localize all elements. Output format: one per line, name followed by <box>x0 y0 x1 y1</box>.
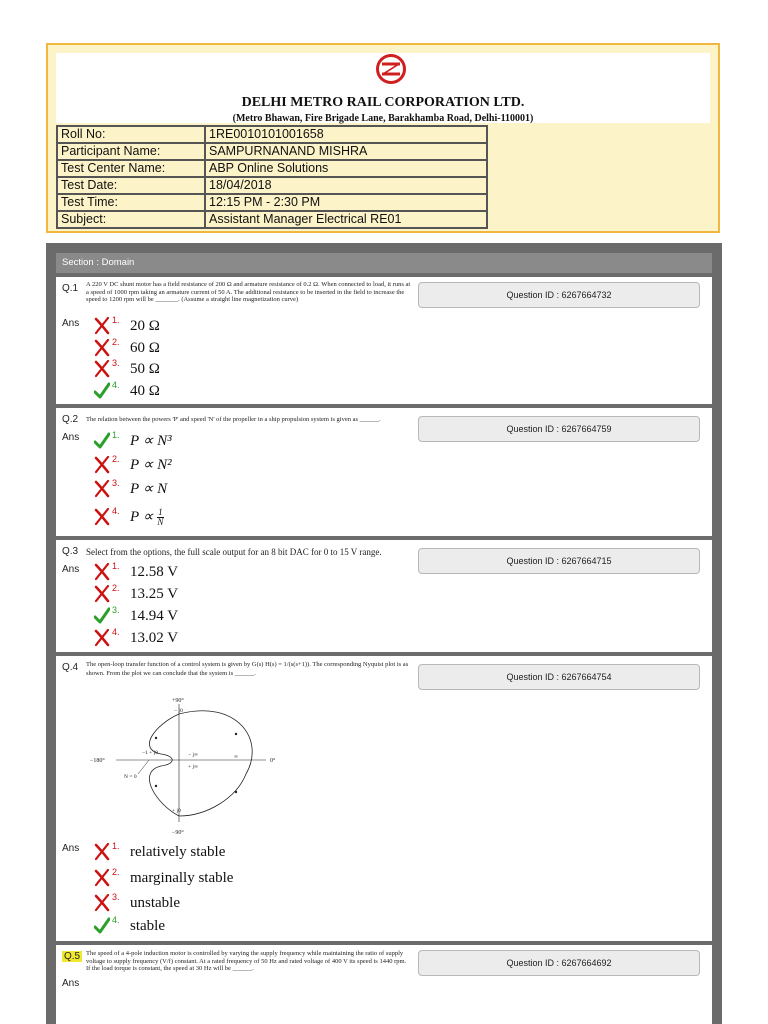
info-value: ABP Online Solutions <box>205 160 487 177</box>
fig-label-plus-jinf: + j∞ <box>188 764 198 770</box>
info-label: Roll No: <box>57 126 205 143</box>
question-text: The speed of a 4-pole induction motor is controlled by varying the supply frequency while maintaining the ratio of supply voltage to supply frequency (V/f) constant. At a rated frequency of 50 Hz and rated voltage of 400 V its speed is 1440 rpm. If the load torque is constant, the speed at 30 Hz will be ______. <box>86 950 407 972</box>
wrong-cross-icon <box>94 339 110 357</box>
info-value: 18/04/2018 <box>205 177 487 194</box>
info-label: Test Date: <box>57 177 205 194</box>
fig-label-right: 0° <box>270 758 276 764</box>
option-text: 14.94 V <box>130 608 179 624</box>
wrong-cross-icon <box>94 317 110 335</box>
fig-label-n: N = 0 <box>124 774 137 780</box>
info-row <box>57 126 487 143</box>
ans-label: Ans <box>62 432 80 443</box>
option-text: P ∝ N² <box>130 457 172 473</box>
ans-label: Ans <box>62 564 80 575</box>
wrong-cross-icon <box>94 360 110 378</box>
candidate-info-table <box>56 125 488 229</box>
fig-label-left: −180° <box>90 758 105 764</box>
dmrc-logo-icon <box>375 53 407 85</box>
option-text: 40 Ω <box>130 383 160 399</box>
option-number: 2. <box>112 454 120 464</box>
option-text: 12.58 V <box>130 564 179 580</box>
info-value: 1RE0010101001658 <box>205 126 487 143</box>
question-id: Question ID : 6267664692 <box>418 950 700 976</box>
question-number: Q.1 <box>62 283 79 294</box>
option-number: 4. <box>112 915 120 925</box>
fig-label-point: −1 + j0 <box>142 750 158 756</box>
correct-check-icon <box>94 432 110 450</box>
info-label: Test Time: <box>57 194 205 211</box>
section-title: Section : Domain <box>56 253 712 273</box>
info-row <box>57 211 487 228</box>
ans-label: Ans <box>62 843 80 854</box>
question-id: Question ID : 6267664754 <box>418 664 700 690</box>
option-number: 4. <box>112 506 120 516</box>
option-text: 60 Ω <box>130 340 160 356</box>
option-text: P ∝ N <box>130 481 168 497</box>
option-number: 2. <box>112 867 120 877</box>
question-number: Q.4 <box>62 662 79 673</box>
nyquist-plot-figure <box>86 694 396 839</box>
option-number: 1. <box>112 561 120 571</box>
question-card-2 <box>56 408 712 536</box>
info-row <box>57 177 487 194</box>
question-number: Q.2 <box>62 414 79 425</box>
option-number: 3. <box>112 478 120 488</box>
wrong-cross-icon <box>94 480 110 498</box>
correct-check-icon <box>94 607 110 625</box>
option-text: marginally stable <box>130 870 234 886</box>
option-text: unstable <box>130 895 180 911</box>
option-text: 13.25 V <box>130 586 179 602</box>
question-number: Q.3 <box>62 546 79 557</box>
ans-label: Ans <box>62 318 80 329</box>
fig-label-top: +90° <box>172 698 184 704</box>
question-card-1 <box>56 277 712 404</box>
header-banner <box>56 53 710 123</box>
fig-label-inf: ∞ <box>234 754 238 760</box>
fig-label-j0-bottom: + j0 <box>172 808 181 814</box>
option-number: 3. <box>112 892 120 902</box>
question-id: Question ID : 6267664732 <box>418 282 700 308</box>
wrong-cross-icon <box>94 843 110 861</box>
org-address: (Metro Bhawan, Fire Brigade Lane, Barakhamba Road, Delhi-110001) <box>232 113 534 124</box>
info-label: Test Center Name: <box>57 160 205 177</box>
fig-label-bottom: −90° <box>172 830 184 836</box>
option-text: P ∝ N³ <box>130 433 172 449</box>
info-value: SAMPURNANAND MISHRA <box>205 143 487 160</box>
option-number: 2. <box>112 583 120 593</box>
wrong-cross-icon <box>94 456 110 474</box>
org-name: DELHI METRO RAIL CORPORATION LTD. <box>241 95 525 110</box>
question-text: Select from the options, the full scale output for an 8 bit DAC for 0 to 15 V range. <box>86 547 382 557</box>
question-card-5 <box>56 945 712 1024</box>
fraction: $\frac{1}{N}$ <box>157 507 164 528</box>
option-number: 1. <box>112 841 120 851</box>
info-row <box>57 160 487 177</box>
option-number: 4. <box>112 627 120 637</box>
question-card-3 <box>56 540 712 652</box>
option-number: 3. <box>112 358 120 368</box>
info-row <box>57 194 487 211</box>
wrong-cross-icon <box>94 508 110 526</box>
question-text: The open-loop transfer function of a control system is given by G(s) H(s) = 1/(s(s+1)). The corresponding Nyquist plot is as shown. From the plot we can conclude that the system is ______. <box>86 661 409 677</box>
wrong-cross-icon <box>94 563 110 581</box>
correct-check-icon <box>94 382 110 400</box>
ans-label: Ans <box>62 978 80 989</box>
question-text: The relation between the powers 'P' and speed 'N' of the propeller in a ship propulsion system is given as ______. <box>86 416 381 423</box>
option-number: 1. <box>112 315 120 325</box>
question-id: Question ID : 6267664715 <box>418 548 700 574</box>
questions-panel <box>46 243 722 1024</box>
option-number: 3. <box>112 605 120 615</box>
wrong-cross-icon <box>94 629 110 647</box>
fig-label-minus-jinf: − j∞ <box>188 752 198 758</box>
wrong-cross-icon <box>94 894 110 912</box>
info-value: Assistant Manager Electrical RE01 <box>205 211 487 228</box>
fig-label-j0-top: − j0 <box>174 708 183 714</box>
question-number: Q.5 <box>64 951 81 962</box>
question-id: Question ID : 6267664759 <box>418 416 700 442</box>
option-text: 50 Ω <box>130 361 160 377</box>
option-text: relatively stable <box>130 844 226 860</box>
info-label: Participant Name: <box>57 143 205 160</box>
info-row <box>57 143 487 160</box>
option-number: 1. <box>112 430 120 440</box>
question-text: A 220 V DC shunt motor has a field resistance of 200 Ω and armature resistance of 0.2 Ω. When connected to load, it runs at a speed of 1000 rpm taking an armature current of 50 A. The additional resistance to be inserted in the field to increase the speed to 1200 rpm will be _______. (Assume a straight line magnetization curve) <box>86 281 411 303</box>
correct-check-icon <box>94 917 110 935</box>
option-text: 20 Ω <box>130 318 160 334</box>
wrong-cross-icon <box>94 585 110 603</box>
option-number: 2. <box>112 337 120 347</box>
option-text: P ∝ $\frac{1}{N}$ <box>130 507 164 528</box>
question-card-4 <box>56 656 712 941</box>
option-text: 13.02 V <box>130 630 179 646</box>
wrong-cross-icon <box>94 869 110 887</box>
info-value: 12:15 PM - 2:30 PM <box>205 194 487 211</box>
exam-header <box>46 43 720 233</box>
option-number: 4. <box>112 380 120 390</box>
info-label: Subject: <box>57 211 205 228</box>
option-text: stable <box>130 918 165 934</box>
